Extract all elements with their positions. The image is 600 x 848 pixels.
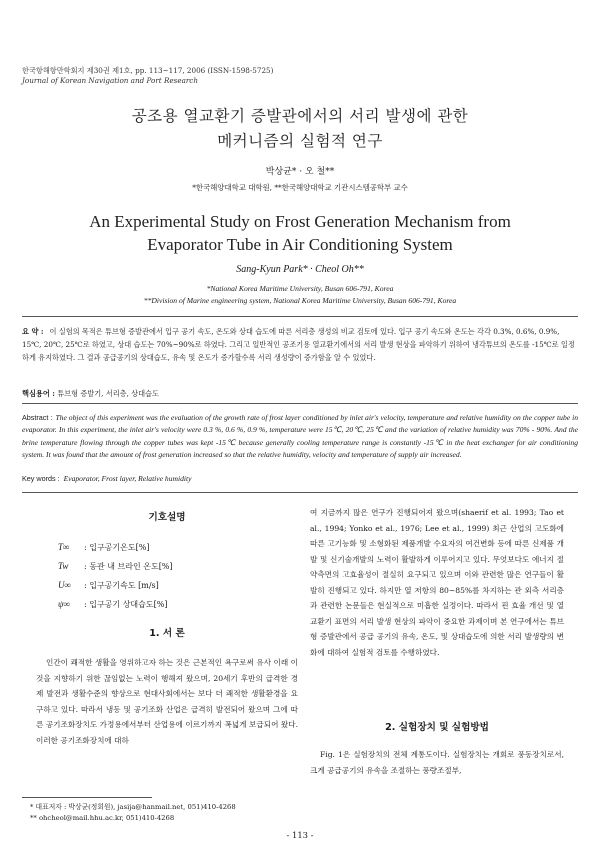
english-affiliation-2: **Division of Marine engineering system, National Korea Maritime University, Busan 606-791, Korea [143,296,457,305]
footnotes [30,802,236,824]
intro-paragraph: 인간이 쾌적한 생활을 영위하고자 하는 것은 근본적인 욕구로써 유사 이래 이것을 지향하기 위한 끊임없는 노력이 행해져 왔으며, 20세기 후반의 급격한 경제 발전과 생활수준의 향상으로 현대사회에서는 보다 더 쾌적한 생활환경을 요구하고 있다. 따라서 냉동 및 공기조화 산업은 급격히 발전되어 왔으며 그에 따른 공기조화장치도 가정용에서부터 산업용에 이르기까지 폭넓게 보급되어 왔다. 이러한 공기조화장치에 대하 [36,658,298,745]
english-abstract-text: The object of this experiment was the evaluation of the growth rate of frost layer conditioned by inlet air's velocity, temperature and relative humidity on the copper tube in evaporator. In this experiment, the inlet air's velocity were 0.3 %, 0.6 %, 0.9 %, temperature were 15℃, 20℃, 25℃ and the variation of relative humidity was 70% - 90%. And the brine temperature flowing through the copper tubes was kept -15℃ because generally cooling temperature range is constantly -15℃ in the heat exchanger for air conditioning system. It was found that the amount of frost generation increased so that the relative humidity, velocity and temperature of supply air increased. [22,413,578,460]
korean-keywords-text: 튜브형 증발기, 서리층, 상대습도 [57,389,159,398]
footnote-divider [22,797,152,798]
korean-abstract-text: 이 실험의 목적은 튜브형 증발관에서 입구 공기 속도, 온도와 상대 습도에 따른 서리층 생성의 비교 검토에 있다. 입구 공기 속도와 온도는 각각 0.3%, 0.6%, 0.9%, 15℃, 20℃, 25℃로 하였고, 상대 습도는 70%~90%로 하였다. 그리고 일반적인 공조기용 열교환기에서의 서리 발생 현상을 파악하기 위하여 냉각튜브의 온도를 -15℃로 일정하게 유지하였다. 그 결과 공급공기의 상대습도, 유속 및 온도가 증가할수록 서리 생성량이 증가함을 알 수 있었다. [22,327,575,363]
methods-paragraph: Fig. 1은 실험장치의 전체 계통도이다. 실험장치는 개회로 풍동장치로서, 크게 공급공기의 유속을 조절하는 풍량조절부, [310,750,564,775]
nomenclature-symbol: ψ∞ [58,599,71,609]
english-keywords-label: Key words : [22,474,60,483]
english-abstract [22,412,578,462]
english-title-line2: Evaporator Tube in Air Conditioning System [147,235,453,254]
english-keywords [22,474,578,483]
english-affiliation-1: *National Korea Maritime University, Busan 606-791, Korea [206,284,394,293]
nomenclature-desc: : 입구공기온도[%] [84,543,150,552]
divider-middle [22,403,578,404]
english-authors: Sang-Kyun Park* · Cheol Oh** [236,264,364,275]
nomenclature-item [58,576,173,595]
footnote-2: ** ohcheol@mail.hhu.ac.kr, 051)410-4268 [30,814,175,822]
intro-heading: 1. 서 론 [149,628,185,639]
nomenclature-item [58,538,173,557]
korean-title [0,104,600,154]
english-keywords-text: Evaporator, Frost layer, Relative humidity [63,474,192,483]
nomenclature-item [58,557,173,576]
page-number: - 113 - [286,830,314,840]
korean-title-line1: 공조용 열교환기 증발관에서의 서리 발생에 관한 [131,107,469,125]
nomenclature-symbol: U∞ [58,580,71,590]
korean-title-line2: 메커니즘의 실험적 연구 [217,132,383,150]
nomenclature-desc: : 동관 내 브라인 온도[%] [84,562,173,571]
divider-top [22,316,578,317]
nomenclature-item [58,595,173,614]
english-title [0,210,600,256]
korean-affiliations: *한국해양대학교 대학원, **한국해양대학교 기관시스템공학부 교수 [192,183,408,192]
nomenclature-heading: 기호설명 [148,512,186,523]
nomenclature-desc: : 입구공기속도 [m/s] [84,581,159,590]
korean-authors: 박상균* · 오 철** [265,167,335,177]
korean-abstract [22,325,578,365]
nomenclature-symbol: T∞ [58,542,70,552]
nomenclature-symbol: Tw [58,561,69,571]
journal-header [22,66,273,86]
journal-name: Journal of Korean Navigation and Port Research [22,76,198,85]
nomenclature-desc: : 입구공기 상대습도[%] [84,600,168,609]
journal-citation: 한국항해항만학회지 제30권 제1호, pp. 113~117, 2006 (ISSN-1598-5725) [22,66,274,75]
korean-abstract-label: 요 약 : [22,327,44,336]
english-title-line1: An Experimental Study on Frost Generation Mechanism from [89,212,511,231]
korean-keywords [22,389,578,399]
divider-bottom [22,492,578,493]
korean-keywords-label: 핵심용어 : [22,389,55,398]
right-column-paragraph: 여 지금까지 많은 연구가 진행되어져 왔으며(shaerif et al. 1993; Tao et al., 1994; Yonko et al., 1976; Lee et al., 1999) 최근 산업의 고도화에 따른 고기능화 및 소형화된 제품개발 수요자의 여건변화 등에 따른 신제품 개발 및 신기술개발의 노력이 활발하게 이루어지고 있다. 무엇보다도 에너지 절약측면의 고효율성이 절실히 요구되고 있으며 이와 관련한 많은 연구들이 활발히 진행되고 있다. 하지만 열 저항의 80~85%를 차지하는 관 외측 서리층과 관련한 논문들은 현실적으로 미흡한 실정이다. 따라서 핀 효율 개선 및 열교환기 표면의 서리 발생 현상의 파악이 중요한 과제이며 본 연구에서는 튜브형 증발관에서 공급 공기의 유속, 온도, 및 상대습도에 의한 서리 발생량의 변화에 대하여 실험적 검토를 수행하였다. [310,508,564,657]
english-abstract-label: Abstract : [22,413,53,422]
nomenclature-list [58,538,173,614]
footnote-1: * 대표저자 : 박상균(정회원), jasija@hanmail.net, 051)410-4268 [30,803,236,811]
english-affiliations [0,283,600,307]
methods-heading: 2. 실험장치 및 실험방법 [385,722,489,733]
